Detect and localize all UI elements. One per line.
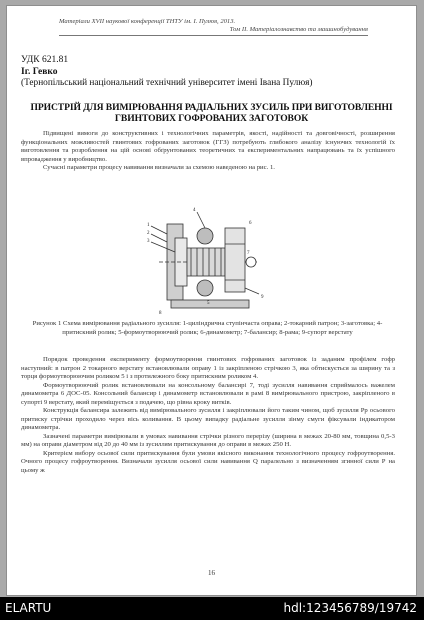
article-title: ПРИСТРІЙ ДЛЯ ВИМІРЮВАННЯ РАДІАЛЬНИХ ЗУСИЛЬ ПРИ ВИГОТОВЛЕННІ ГВИНТОВИХ ГОФРОВАНИХ ЗАГОТОВОК — [30, 102, 393, 124]
repository-footer — [0, 597, 424, 620]
body-paragraph: Формоутворюючий ролик встановлювали на консольному балансирі 7, тоді зусилля навивання сприймалось важелем динамометра 6 ДОС-05. Консольний балансир і динамометр встановлювали в рамі 8 вимірювального пристрою, закріпленого в супорті 9 верстату, який переміщується з подачею, що рівна кроку витків. — [21, 381, 395, 406]
affiliation: (Тернопільський національний технічний університет імені Івана Пулюя) — [21, 78, 313, 88]
figure-label: 4 — [193, 208, 196, 213]
figure-label: 6 — [249, 221, 252, 226]
running-header — [59, 18, 368, 36]
repository-name: ELARTU — [5, 601, 52, 615]
figure-label: 1 — [147, 223, 150, 228]
intro-text — [21, 130, 395, 173]
page-number: 16 — [208, 569, 215, 577]
body-paragraph: Порядок проведення експерименту формоутворення гвинтових гофрованих заготовок із заданим профілем гофр наступний: в патрон 2 токарного верстату встановлювали оправу 1 із закріпленою стрічкою 3, яка обтискується за ширину та з торця формоутворюючим роликом 5 і з протилежного боку притискним роликом 4. — [21, 356, 395, 380]
figure-label: 9 — [261, 295, 264, 300]
intro-paragraph: Сучасні параметри процесу навивання визначали за схемою наведеною на рис. 1. — [43, 164, 275, 171]
body-paragraph: Конструкція балансира залежить від вимірювального зусилля і закріплювали його таким чином, щоб зусилля Рр осьового притиску стрічки проходило через вісь коливання. В цьому випадку радіальне зусилля зінму смуги фіксували індикатором динамометра. — [21, 407, 395, 431]
body-text — [21, 356, 395, 475]
body-paragraph: Зазначені параметри вимірювали в умовах навивання стрічки різного перерізу (ширина в межах 20-80 мм, товщина 0,5-3 мм) на оправи діаметром від 20 до 40 мм із зусиллям притискування до оправи в межах 250 Н. — [21, 432, 395, 448]
udc-code: УДК 621.81 — [21, 55, 69, 65]
header-line-2: Том II. Матеріалознавство та машинобудування — [229, 26, 368, 33]
figure-label: 3 — [147, 239, 150, 244]
handle-id: hdl:123456789/19742 — [283, 601, 417, 615]
author-name: Іг. Гевко — [21, 67, 58, 77]
figure-label: 2 — [147, 231, 150, 236]
document-page — [7, 6, 416, 595]
figure-label: 7 — [247, 251, 250, 256]
intro-paragraph: Підвищені вимоги до конструктивних і технологічних параметрів, якості, надійності та довговічності, розширення функціональних можливостей гвинтових гофрованих заготовок (ГГЗ) потребують глибокого аналізу існуючих технологій їх виготовлення та розроблення на цій основі обґрунтованих теоретичних та експериментальних напрацювань та їх успішного впровадження у виробництво. — [21, 130, 395, 163]
figure-label: 8 — [159, 311, 162, 316]
header-line-1: Матеріали XVII наукової конференції ТНТУ ім. І. Пулюя, 2013. — [59, 18, 236, 25]
measurement-scheme-drawing — [145, 204, 271, 316]
figure-1-diagram — [145, 204, 271, 316]
figure-label: 5 — [207, 301, 210, 306]
body-paragraph: Критерієм вибору осьової сили притискування були умови якісного виконання технологічного процесу гофроутворення. Очного процесу гофроутворення. Визначали зусилля осьової сили навивання Q паралельно з визначенням згинної сили Р на цьому ж — [21, 449, 395, 474]
figure-caption: Рисунок 1 Схема вимірювання радіального зусилля: 1-циліндрична ступінчаста оправа; 2-токарний патрон; 3-заготовка; 4-притискний ролик; 5-формоутворюючий ролик; 6-динамометр; 7-балансир; 8-рама; 9-супорт верстату — [32, 320, 383, 336]
